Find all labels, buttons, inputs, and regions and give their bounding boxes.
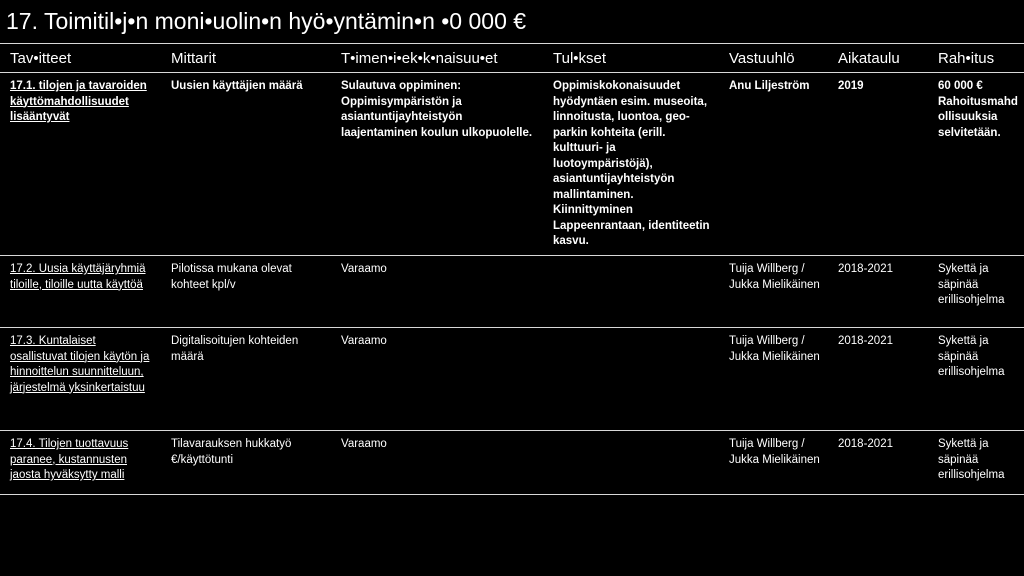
responsible-cell: Tuija Willberg / Jukka Mielikäinen <box>719 256 828 328</box>
action-cell: Varaamo <box>331 431 543 495</box>
funding-cell: Sykettä ja säpinää erillisohjelma <box>928 431 1024 495</box>
header-goals: Tav•itteet <box>0 44 161 73</box>
schedule-cell: 2019 <box>828 73 928 256</box>
metric-cell: Uusien käyttäjien määrä <box>161 73 331 256</box>
result-cell: Oppimiskokonaisuudet hyödyntäen esim. museoita, linnoitusta, luontoa, geo-parkin kohteita (erill. kulttuuri- ja luotoympäristöjä), asiantuntijayhteistyön mallintaminen. Kiinnittyminen Lappeenrantaan, identiteetin kasvu. <box>543 73 719 256</box>
header-schedule: Aikataulu <box>828 44 928 73</box>
funding-cell: Sykettä ja säpinää erillisohjelma <box>928 256 1024 328</box>
metric-cell: Pilotissa mukana olevat kohteet kpl/v <box>161 256 331 328</box>
funding-cell: 60 000 € Rahoitusmahd ollisuuksia selvitetään. <box>928 73 1024 256</box>
goal-cell[interactable]: 17.1. tilojen ja tavaroiden käyttömahdollisuudet lisääntyvät <box>0 73 161 256</box>
goal-cell[interactable]: 17.4. Tilojen tuottavuus paranee, kustannusten jaosta hyväksytty malli <box>0 431 161 495</box>
action-cell: Sulautuva oppiminen: Oppimisympäristön ja asiantuntijayhteistyön laajentaminen koulun ulkopuolelle. <box>331 73 543 256</box>
goal-cell[interactable]: 17.3. Kuntalaiset osallistuvat tilojen käytön ja hinnoittelun suunnitteluun, järjestelmä yksinkertaistuu <box>0 328 161 431</box>
responsible-cell: Anu Liljeström <box>719 73 828 256</box>
header-actions: T•imen•i•ek•k•naisuu•et <box>331 44 543 73</box>
metric-cell: Digitalisoitujen kohteiden määrä <box>161 328 331 431</box>
result-cell <box>543 431 719 495</box>
header-metrics: Mittarit <box>161 44 331 73</box>
result-cell <box>543 256 719 328</box>
goals-table <box>0 43 1024 495</box>
goal-cell[interactable]: 17.2. Uusia käyttäjäryhmiä tiloille, tiloille uutta käyttöä <box>0 256 161 328</box>
schedule-cell: 2018-2021 <box>828 328 928 431</box>
header-row <box>0 44 1024 73</box>
table-row <box>0 256 1024 328</box>
funding-cell: Sykettä ja säpinää erillisohjelma <box>928 328 1024 431</box>
action-cell: Varaamo <box>331 328 543 431</box>
responsible-cell: Tuija Willberg / Jukka Mielikäinen <box>719 328 828 431</box>
schedule-cell: 2018-2021 <box>828 431 928 495</box>
result-cell <box>543 328 719 431</box>
schedule-cell: 2018-2021 <box>828 256 928 328</box>
header-results: Tul•kset <box>543 44 719 73</box>
header-funding: Rah•itus <box>928 44 1024 73</box>
metric-cell: Tilavarauksen hukkatyö €/käyttötunti <box>161 431 331 495</box>
slide-title: 17. Toimitil•j•n moni•uolin•n hyö•yntämin•n •0 000 € <box>6 8 527 34</box>
header-responsible: Vastuuhlö <box>719 44 828 73</box>
responsible-cell: Tuija Willberg / Jukka Mielikäinen <box>719 431 828 495</box>
action-cell: Varaamo <box>331 256 543 328</box>
table-row <box>0 73 1024 256</box>
table-row <box>0 328 1024 431</box>
table-row <box>0 431 1024 495</box>
